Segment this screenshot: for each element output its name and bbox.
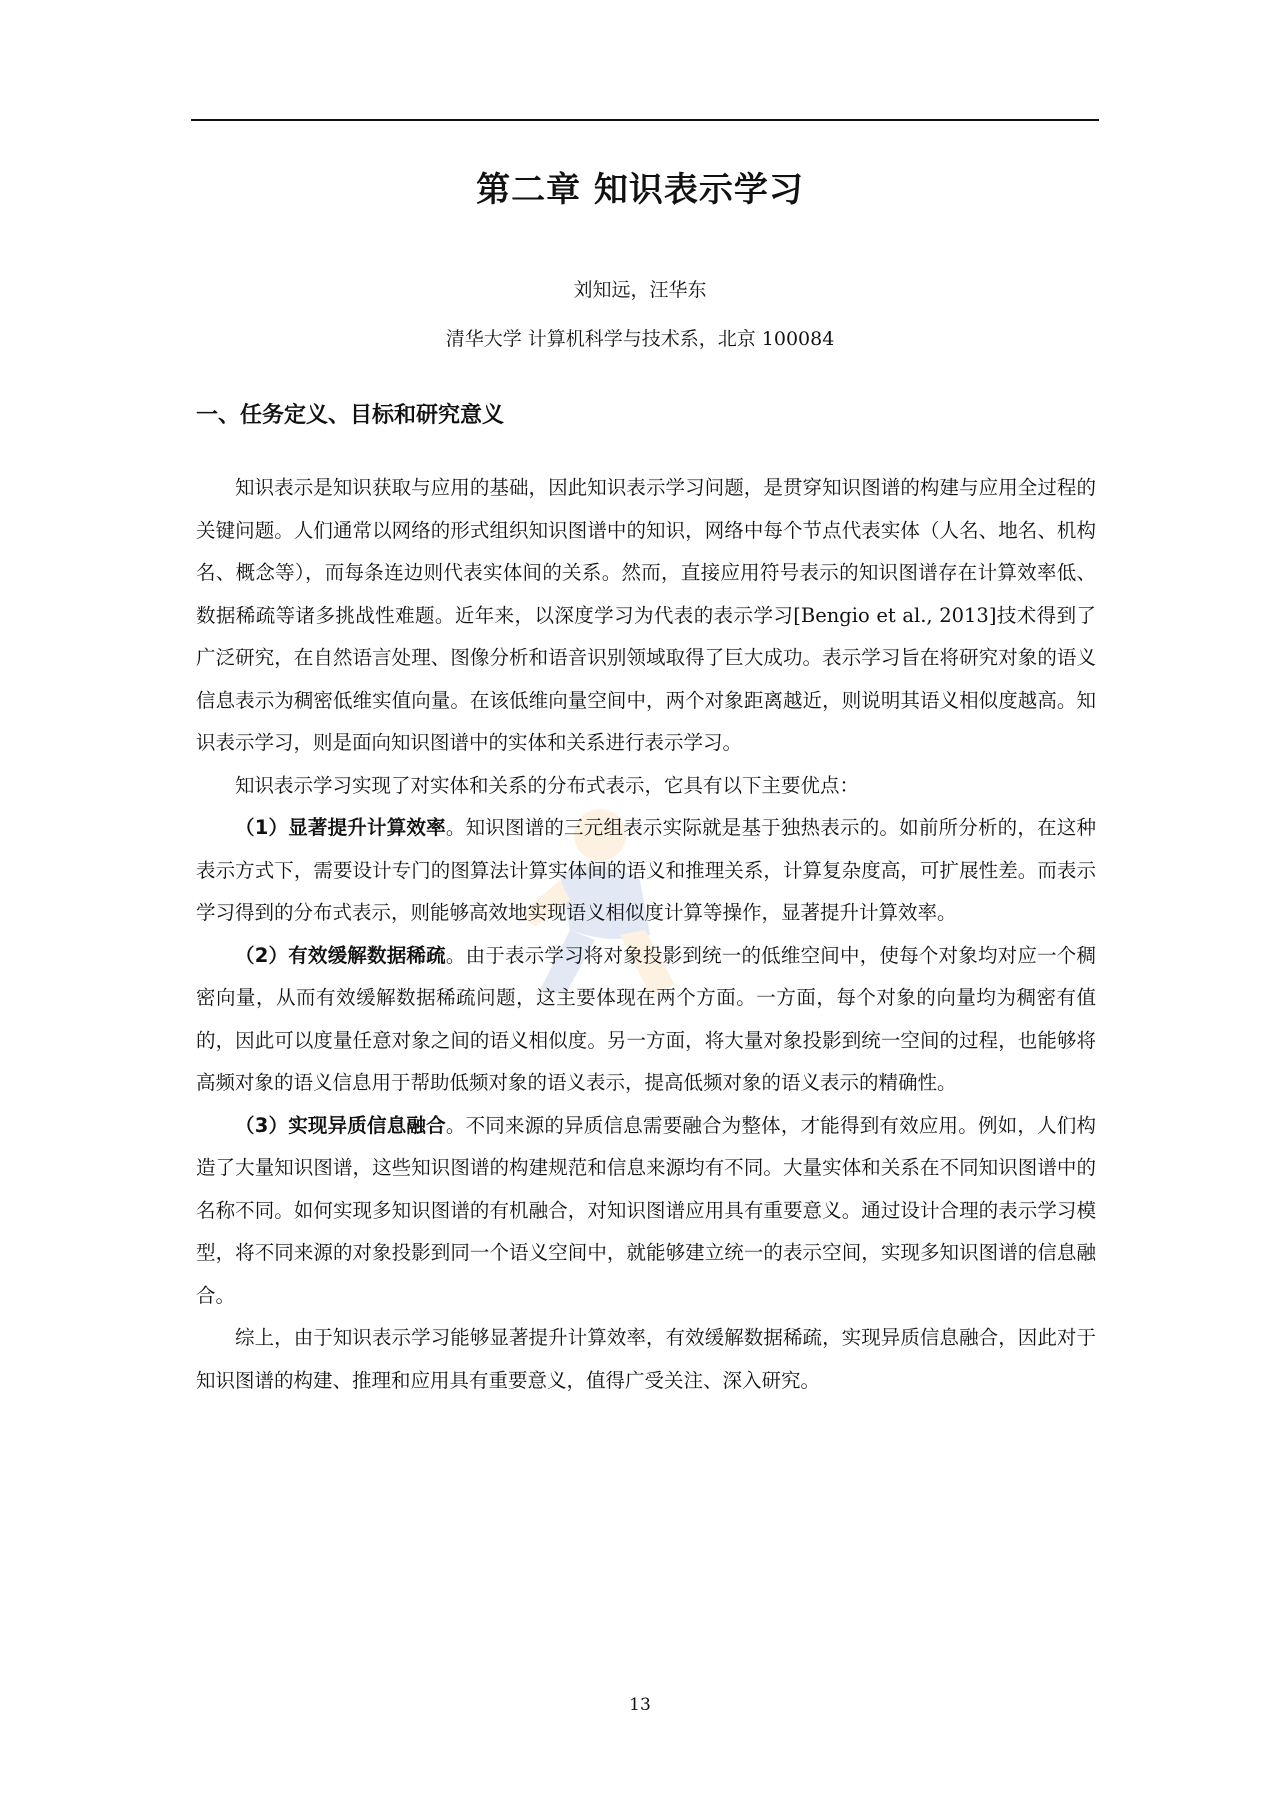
paragraph-summary: 综上，由于知识表示学习能够显著提升计算效率，有效缓解数据稀疏，实现异质信息融合，因此对于知识图谱的构建、推理和应用具有重要意义，值得广受关注、深入研究。	[196, 1326, 1096, 1392]
paragraph-advantage-2	[196, 935, 1096, 1105]
advantage-1-lead: （1）显著提升计算效率	[235, 816, 446, 839]
authors: 刘知远，汪华东	[573, 279, 707, 301]
advantage-3-lead: （3）实现异质信息融合	[235, 1113, 446, 1137]
section-heading: 一、任务定义、目标和研究意义	[196, 403, 505, 428]
paragraph-advantage-1	[196, 807, 1096, 935]
advantage-2-text: 。由于表示学习将对象投影到统一的低维空间中，使每个对象均对应一个稠密向量，从而有效缓解数据稀疏问题，这主要体现在两个方面。一方面，每个对象的向量均为稠密有值的，因此可以度量任意对象之间的语义相似度。另一方面，将大量对象投影到统一空间的过程，也能够将高频对象的语义信息用于帮助低频对象的语义表示，提高低频对象的语义表示的精确性。	[196, 943, 1096, 1094]
affiliation: 清华大学 计算机科学与技术系，北京 100084	[445, 328, 835, 350]
paragraph-advantages-intro: 知识表示学习实现了对实体和关系的分布式表示，它具有以下主要优点：	[235, 773, 860, 797]
chapter-title: 第二章 知识表示学习	[476, 170, 804, 210]
advantage-2-lead: （2）有效缓解数据稀疏	[235, 943, 446, 967]
header-rule	[191, 119, 1099, 121]
advantage-1-text: 。知识图谱的三元组表示实际就是基于独热表示的。如前所分析的，在这种表示方式下，需要设计专门的图算法计算实体间的语义和推理关系，计算复杂度高，可扩展性差。而表示学习得到的分布式表示，则能够高效地实现语义相似度计算等操作，显著提升计算效率。	[196, 816, 1096, 924]
paragraph-intro: 知识表示是知识获取与应用的基础，因此知识表示学习问题，是贯穿知识图谱的构建与应用全过程的关键问题。人们通常以网络的形式组织知识图谱中的知识，网络中每个节点代表实体（人名、地名、机构名、概念等），而每条连边则代表实体间的关系。然而，直接应用符号表示的知识图谱存在计算效率低、数据稀疏等诸多挑战性难题。近年来，以深度学习为代表的表示学习[Bengio et al., 2013]技术得到了广泛研究，在自然语言处理、图像分析和语音识别领域取得了巨大成功。表示学习旨在将研究对象的语义信息表示为稠密低维实值向量。在该低维向量空间中，两个对象距离越近，则说明其语义相似度越高。知识表示学习，则是面向知识图谱中的实体和关系进行表示学习。	[196, 476, 1096, 754]
page-number: 13	[629, 1695, 651, 1715]
paragraph-advantage-3	[196, 1105, 1096, 1318]
body-text	[196, 467, 1096, 1402]
advantage-3-text: 。不同来源的异质信息需要融合为整体，才能得到有效应用。例如，人们构造了大量知识图谱，这些知识图谱的构建规范和信息来源均有不同。大量实体和关系在不同知识图谱中的名称不同。如何实现多知识图谱的有机融合，对知识图谱应用具有重要意义。通过设计合理的表示学习模型，将不同来源的对象投影到同一个语义空间中，就能够建立统一的表示空间，实现多知识图谱的信息融合。	[196, 1113, 1096, 1307]
